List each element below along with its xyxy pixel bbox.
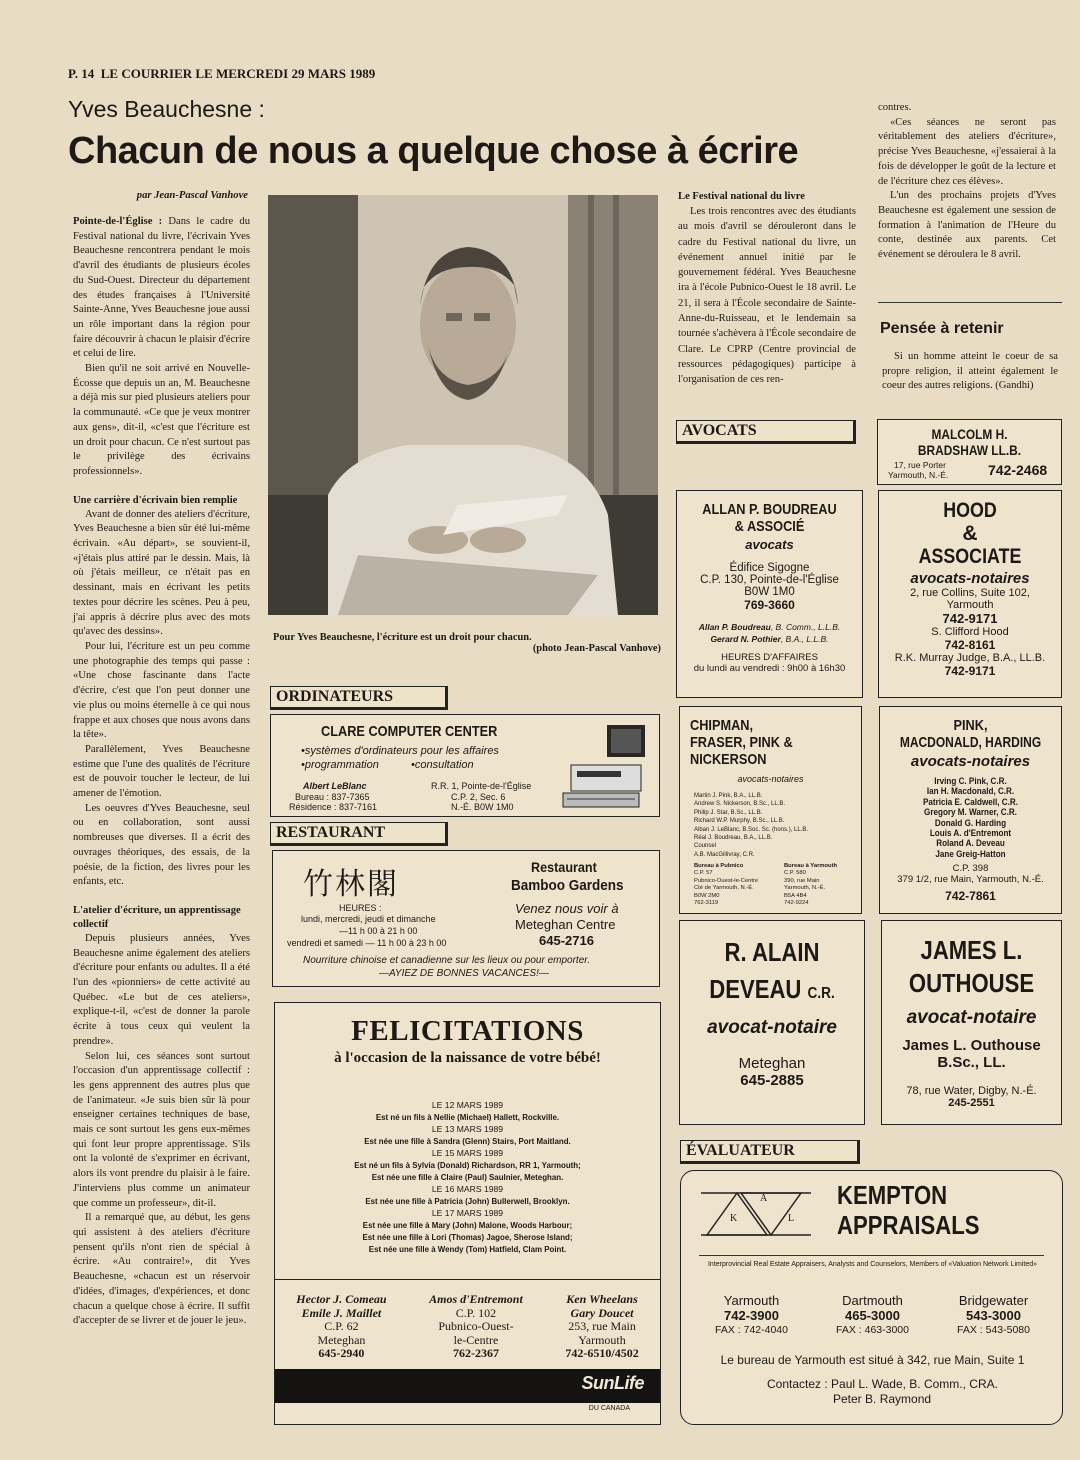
agent-phone: 742-6510/4502 bbox=[565, 1346, 639, 1360]
deveau-name: R. ALAIN bbox=[724, 937, 820, 967]
office-phone: 465-3000 bbox=[845, 1308, 900, 1323]
outhouse-partner: B.Sc., LL. bbox=[937, 1054, 1006, 1071]
agent-address: Yarmouth bbox=[578, 1332, 626, 1347]
paragraph: Depuis plusieurs années, Yves Beauchesne anime également des ateliers d'écriture pour enfants ou adultes. Il a été l'un des «pionniers» de cette activité au Québec. «Le but de ces ateliers», explique-t-il, «c'est de donner la parole écrite à tous ceux qui veulent la prendre». bbox=[73, 932, 250, 1047]
bamboo-footer: Nourriture chinoise et canadienne sur les lieux ou pour emporter. bbox=[303, 955, 591, 966]
kal-logo-icon bbox=[701, 1185, 811, 1245]
office-phone: 742-3900 bbox=[724, 1308, 779, 1323]
article-headline: Chacun de nous a quelque chose à écrire bbox=[68, 130, 799, 172]
office-line: Pubnico-Ouest-le-Centre bbox=[694, 877, 759, 884]
boudreau-partner: Gerard N. Pothier bbox=[710, 634, 781, 644]
paragraph: Pour lui, l'écriture est un peu comme une photographie des temps qui passe : «Une chose fascinante dans l'acte d'écrire, c'est que l'on peut donner une vie plus ou moins éternelle à ce qui nous frappe et aux choses que nous avons dans la tête». bbox=[73, 640, 250, 741]
outhouse-phone: 245-2551 bbox=[948, 1097, 995, 1109]
deveau-name: DEVEAU bbox=[709, 974, 802, 1004]
outhouse-address: 78, rue Water, Digby, N.-É. bbox=[906, 1085, 1037, 1097]
pensee-title: Pensée à retenir bbox=[880, 320, 1004, 337]
birth-entry: Est née une fille à Claire (Paul) Saulnier, Meteghan. bbox=[371, 1172, 564, 1182]
paragraph: Bien qu'il ne soit arrivé en Nouvelle-Écosse que depuis un an, M. Beauchesne a déjà mis sur pied plusieurs ateliers pour la communauté. «Ce que je veux montrer aux gens», dit-il, «c'est que l'écriture est un droit pour chacun. Ce n'est surtout pas le privilège des écrivains professionnels». bbox=[73, 363, 250, 477]
deveau-ad bbox=[679, 920, 865, 1125]
computer-icon bbox=[561, 721, 651, 811]
section-ordinateurs: ORDINATEURS bbox=[270, 686, 448, 710]
bamboo-gardens-ad bbox=[272, 850, 660, 987]
chipman-lawyer: Philip J. Star, B.Sc., LL.B. bbox=[694, 809, 763, 816]
bamboo-phone: 645-2716 bbox=[539, 933, 594, 948]
pink-lawyer: Roland A. Deveau bbox=[936, 838, 1005, 849]
kempton-description: Interprovincial Real Estate Appraisers, Analysts and Counselors, Members of «Valuation Network Limited» bbox=[707, 1261, 1038, 1268]
pink-macdonald-ad bbox=[879, 706, 1062, 914]
bamboo-location: Meteghan Centre bbox=[515, 917, 616, 932]
clare-computer-ad bbox=[270, 714, 660, 817]
outhouse-name: JAMES L. bbox=[920, 935, 1023, 965]
photo-caption bbox=[273, 632, 661, 654]
bamboo-footer: —AYIEZ DE BONNES VACANCES!— bbox=[379, 968, 549, 979]
pink-lawyer: Ian H. Macdonald, C.R. bbox=[926, 786, 1015, 797]
chipman-lawyer: Réal J. Boudreau, B.A., LL.B. bbox=[694, 835, 773, 842]
pensee-text: Si un homme atteint le coeur de sa propre religion, il atteint également le coeur des autres religions. (Gandhi) bbox=[882, 351, 1058, 392]
bamboo-name: Bamboo Gardens bbox=[511, 877, 624, 894]
birth-date: LE 15 MARS 1989 bbox=[431, 1148, 504, 1158]
agent-name: Amos d'Entremont bbox=[429, 1292, 523, 1306]
boudreau-address: B0W 1M0 bbox=[744, 586, 795, 598]
clare-phone: Bureau : 837-7365 bbox=[295, 792, 370, 802]
outhouse-role: avocat-notaire bbox=[906, 1007, 1037, 1028]
pensee-box bbox=[882, 350, 1058, 394]
agent-block bbox=[565, 1293, 638, 1361]
bradshaw-phone: 742-2468 bbox=[988, 462, 1048, 478]
bamboo-logo: 竹林閣 bbox=[303, 868, 399, 901]
article-column-1 bbox=[73, 190, 250, 1329]
clare-address: N.-É. B0W 1M0 bbox=[451, 802, 514, 812]
clare-phone: Résidence : 837-7161 bbox=[289, 802, 378, 812]
bradshaw-address: Yarmouth, N.-É. bbox=[888, 470, 949, 480]
divider bbox=[699, 1255, 1044, 1256]
office-line: C.P. 57 bbox=[694, 870, 713, 877]
bamboo-hours: —11 h 00 à 21 h 00 bbox=[339, 926, 418, 936]
boudreau-role: avocats bbox=[745, 537, 794, 552]
clare-address: C.P. 2, Sec. 6 bbox=[451, 792, 506, 802]
section-avocats: AVOCATS bbox=[676, 420, 856, 444]
subhead: Le Festival national du livre bbox=[678, 191, 805, 202]
paragraph: Les oeuvres d'Yves Beauchesne, seul ou en collaboration, sont aussi nombreuses que diverses. Il a écrit des ouvrages théoriques, des essais, de la poésie, de la fiction, des livres pour les enfants, etc. bbox=[73, 802, 250, 888]
divider bbox=[878, 302, 1062, 303]
chipman-lawyer: Andrew S. Nickerson, B.Sc., LL.B. bbox=[694, 801, 786, 808]
deveau-title: C.R. bbox=[807, 985, 835, 1002]
kempton-office bbox=[836, 1293, 909, 1338]
birth-entry: Est née une fille à Sandra (Glenn) Stairs, Port Maitland. bbox=[364, 1136, 571, 1146]
article-kicker: Yves Beauchesne : bbox=[68, 96, 265, 122]
chipman-ad bbox=[679, 706, 862, 914]
birth-date: LE 16 MARS 1989 bbox=[431, 1184, 504, 1194]
pink-phone: 742-7861 bbox=[945, 889, 996, 904]
deveau-role: avocat-notaire bbox=[707, 1017, 837, 1038]
boudreau-address: Édifice Sigogne bbox=[729, 562, 810, 574]
office-line: B0W 2M0 bbox=[694, 892, 720, 899]
pink-lawyer: Jane Greig-Hatton bbox=[935, 848, 1006, 859]
pink-role: avocats-notaires bbox=[910, 753, 1031, 770]
paragraph: Selon lui, ces séances sont surtout l'occasion d'un apprentissage collectif : les gens apprennent des autres plus que de l'animateur. «Je suis bien sûr là pour enseigner certaines techniques de base, mais ce sont surtout les gens eux-mêmes qui font leur propre apprentissage. S'ils ont la volonté de s'exprimer en écrivant, alors ils vont prendre du plaisir à le faire. J'interviens plus comme un animateur que comme un professeur», dit-il. bbox=[73, 1050, 250, 1209]
pink-people bbox=[880, 776, 1061, 859]
pink-lawyer: Patricia E. Caldwell, C.R. bbox=[922, 796, 1018, 807]
bradshaw-address: 17, rue Porter bbox=[894, 460, 946, 470]
paper-name: LE COURRIER bbox=[100, 66, 193, 81]
byline: par Jean-Pascal Vanhove bbox=[136, 190, 248, 201]
bradshaw-ad bbox=[877, 419, 1062, 485]
sunlife-banner bbox=[275, 1369, 660, 1403]
deveau-city: Meteghan bbox=[738, 1055, 806, 1072]
outhouse-ad bbox=[881, 920, 1062, 1125]
hood-role: avocats-notaires bbox=[910, 570, 1030, 587]
section-evaluateur: ÉVALUATEUR bbox=[680, 1140, 860, 1164]
office-lines bbox=[694, 870, 778, 907]
hood-name: & bbox=[962, 522, 978, 545]
chipman-name: FRASER, PINK & bbox=[690, 734, 793, 751]
chipman-role: avocats-notaires bbox=[737, 774, 804, 784]
dateline: Pointe-de-l'Église : bbox=[73, 216, 163, 227]
chipman-name: NICKERSON bbox=[690, 751, 767, 768]
office-line: Cté de Yarmouth, N.-É. bbox=[694, 885, 754, 892]
birth-entry: Est née une fille à Wendy (Tom) Hatfield, Clam Point. bbox=[368, 1244, 567, 1254]
photo-credit: (photo Jean-Pascal Vanhove) bbox=[532, 643, 661, 654]
boudreau-hours: HEURES D'AFFAIRES bbox=[721, 652, 818, 663]
sunlife-logo: SunLife bbox=[581, 1373, 644, 1393]
office-line: Yarmouth, N.-É. bbox=[784, 885, 826, 892]
office-city: Dartmouth bbox=[842, 1293, 903, 1308]
birth-entry: Est né un fils à Sylvia (Donald) Richardson, RR 1, Yarmouth; bbox=[354, 1160, 581, 1170]
office-line: C.P. 580 bbox=[784, 870, 806, 877]
boudreau-partner-title: , B.A., L.L.B. bbox=[780, 634, 829, 644]
article-column-4 bbox=[878, 101, 1056, 263]
boudreau-partner: Allan P. Boudreau bbox=[698, 622, 771, 632]
paragraph: Avant de donner des ateliers d'écriture, Yves Beauchesne a bien sûr été lui-même écrivain. «Au départ», se souvient-il, «j'étais plus attiré par le dessin. Mais, là où j'étais meilleur, ce n'était pas en dessinant, mais en écrivant les petits textes pour décrire les scènes. Peu à peu, j'ai appris à décrire plus avec des mots qu'avec des dessins». bbox=[73, 508, 250, 638]
hood-ad bbox=[878, 490, 1062, 698]
hood-partner: S. Clifford Hood bbox=[931, 626, 1009, 638]
agent-name: Emile J. Maillet bbox=[301, 1305, 382, 1320]
agent-phone: 762-2367 bbox=[452, 1346, 499, 1360]
office-fax: FAX : 463-3000 bbox=[836, 1324, 909, 1336]
agents-row bbox=[275, 1293, 660, 1361]
office-lines bbox=[784, 870, 860, 907]
kempton-contact: Peter B. Raymond bbox=[833, 1392, 932, 1406]
sunlife-sub: DU CANADA bbox=[588, 1405, 630, 1412]
kal-letter: L bbox=[788, 1213, 795, 1224]
kempton-contact: Contactez : Paul L. Wade, B. Comm., CRA. bbox=[767, 1377, 998, 1391]
clare-contact: Albert LeBlanc bbox=[303, 781, 367, 791]
boudreau-partner-title: , B. Comm., L.L.B. bbox=[770, 622, 841, 632]
felicitations-title: FELICITATIONS bbox=[351, 1015, 584, 1047]
hood-partner: R.K. Murray Judge, B.A., LL.B. bbox=[894, 652, 1046, 664]
office-line: 762-3119 bbox=[694, 900, 719, 907]
chipman-office-pubnico bbox=[694, 863, 778, 907]
outhouse-partner: James L. Outhouse bbox=[902, 1037, 1041, 1054]
bamboo-visit: Venez nous voir à bbox=[515, 901, 619, 916]
boudreau-ad bbox=[676, 490, 863, 698]
agent-phone: 645-2940 bbox=[318, 1346, 365, 1360]
office-line: 390, rue Main bbox=[784, 877, 820, 884]
clare-address: R.R. 1, Pointe-de-l'Église bbox=[431, 781, 532, 791]
office-phone: 543-3000 bbox=[966, 1308, 1021, 1323]
hood-phone: 742-8161 bbox=[944, 638, 996, 652]
felicitations-subtitle: à l'occasion de la naissance de votre bébé! bbox=[334, 1050, 601, 1066]
office-fax: FAX : 543-5080 bbox=[957, 1324, 1030, 1336]
agent-address: Pubnico-Ouest- bbox=[438, 1319, 514, 1333]
paragraph: Il a remarqué que, au début, les gens qui assistent à des ateliers d'écriture pensent qu'ils n'ont rien de spécial à écrire. «Au contraire!», dit Yves Beauchesne, «chacun est un réservoir d'idées, d'images, d'expériences, et donc chacun a quelque chose à écrire. Il suffit d'accepter de se livrer et de jouer le jeu». bbox=[73, 1212, 250, 1327]
bradshaw-name: BRADSHAW LL.B. bbox=[917, 442, 1022, 458]
birth-announcements bbox=[275, 1099, 660, 1255]
paragraph: L'un des prochains projets d'Yves Beauchesne est également une session de formation à l'animation de l'Heure du conte, destinée aux parents. Cet événement se déroulera le 8 avril. bbox=[878, 190, 1056, 261]
agent-address: C.P. 62 bbox=[324, 1319, 359, 1333]
pink-lawyer: Irving C. Pink, C.R. bbox=[934, 776, 1007, 786]
birth-date: LE 13 MARS 1989 bbox=[431, 1124, 504, 1134]
boudreau-name: ALLAN P. BOUDREAU bbox=[702, 501, 837, 518]
paragraph: Dans le cadre du Festival national du livre, l'écrivain Yves Beauchesne rencontrera pendant le mois d'avril des étudiants de plusieurs écoles du Sud-Ouest. Directeur du département des études françaises à l'Université Sainte-Anne, Yves Beauchesne joue aussi un rôle important dans la région pour faire découvrir à chacun le plaisir d'écrire et celui de lire. bbox=[73, 216, 250, 360]
agent-address: le-Centre bbox=[453, 1332, 499, 1347]
pink-name: PINK, bbox=[953, 717, 988, 734]
page-header bbox=[68, 66, 375, 82]
pink-address: 379 1/2, rue Main, Yarmouth, N.-É. bbox=[897, 874, 1044, 886]
boudreau-address: C.P. 130, Pointe-de-l'Église bbox=[700, 574, 839, 586]
birth-entry: Est née une fille à Lori (Thomas) Jagoe, Sherose Island; bbox=[362, 1232, 573, 1242]
subhead: L'atelier d'écriture, un apprentissage collectif bbox=[73, 904, 241, 930]
agent-block bbox=[429, 1293, 523, 1361]
kempton-note: Le bureau de Yarmouth est situé à 342, rue Main, Suite 1 bbox=[720, 1353, 1025, 1367]
agent-name: Hector J. Comeau bbox=[296, 1292, 387, 1306]
chipman-lawyer: Martin J. Pink, B.A., LL.B. bbox=[694, 793, 763, 799]
office-city: Yarmouth bbox=[723, 1293, 780, 1308]
bamboo-name: Restaurant bbox=[531, 859, 597, 875]
clare-service: •programmation bbox=[301, 759, 379, 771]
agent-address: Meteghan bbox=[317, 1332, 366, 1347]
clare-service: •systèmes d'ordinateurs pour les affaires bbox=[301, 745, 499, 757]
agent-name: Gary Doucet bbox=[570, 1305, 634, 1320]
agent-address: C.P. 102 bbox=[455, 1305, 497, 1320]
birth-entry: Est né un fils à Nellie (Michael) Hallett, Rockville. bbox=[375, 1112, 560, 1122]
author-photo bbox=[268, 195, 658, 615]
hood-address: Yarmouth bbox=[946, 599, 994, 611]
page-number: P. 14 bbox=[68, 66, 95, 81]
birth-entry: Est née une fille à Mary (John) Malone, Woods Harbour; bbox=[362, 1220, 573, 1230]
kempton-office bbox=[957, 1293, 1030, 1338]
office-heading: Bureau à Pubnico bbox=[694, 863, 744, 869]
kal-letter: K bbox=[730, 1213, 738, 1224]
hood-address: 2, rue Collins, Suite 102, bbox=[910, 587, 1030, 599]
paragraph: Parallèlement, Yves Beauchesne estime que l'une des qualités de l'écriture est de pouvoir toucher le lecteur, de lui amener de l'émotion. bbox=[73, 743, 250, 800]
paragraph: «Ces séances ne seront pas véritablement des ateliers d'écriture», précise Yves Beauchesne, «j'essaierai à la fois de développer le goût de la lecture et de l'écriture chez ces élèves». bbox=[878, 116, 1056, 187]
chipman-office-yarmouth bbox=[784, 863, 860, 907]
pink-address: C.P. 398 bbox=[952, 863, 989, 875]
paragraph: Les trois rencontres avec des étudiants au mois d'avril se dérouleront dans le cadre du Festival national du livre, un événement annuel initié par le gouvernement fédéral. Yves Beauchesne ira à l'école Pubnico-Ouest le 18 avril. Le 21, il sera à l'École secondaire de Sainte-Anne-du-Ruisseau, et le lendemain sa tournée s'achèvera à l'École secondaire de Clare. Le CPRP (Centre provincial de ressources pédagogiques) participe à l'organisation de ces ren- bbox=[678, 206, 856, 386]
hood-name: HOOD bbox=[943, 499, 997, 522]
bamboo-hours: lundi, mercredi, jeudi et dimanche bbox=[301, 914, 436, 924]
chipman-name: CHIPMAN, bbox=[690, 717, 754, 734]
paragraph: contres. bbox=[878, 102, 912, 113]
chipman-lawyer: Richard W.P. Murphy, B.Sc., LL.B. bbox=[694, 818, 785, 825]
kempton-office bbox=[715, 1293, 788, 1338]
bradshaw-name: MALCOLM H. bbox=[931, 426, 1008, 442]
kempton-offices bbox=[691, 1293, 1054, 1338]
clare-name: CLARE COMPUTER CENTER bbox=[321, 723, 498, 740]
office-line: B5A 4B4 bbox=[784, 892, 807, 899]
kempton-ad bbox=[680, 1170, 1063, 1425]
office-fax: FAX : 742-4040 bbox=[715, 1324, 788, 1336]
outhouse-name: OUTHOUSE bbox=[908, 968, 1035, 998]
birth-entry: Est née une fille à Patricia (John) Bullerwell, Brooklyn. bbox=[365, 1196, 570, 1206]
office-line: 742-9224 bbox=[784, 900, 809, 907]
agent-block bbox=[296, 1293, 386, 1361]
pink-name: MACDONALD, HARDING bbox=[899, 734, 1042, 751]
chipman-lawyer: A.B. MacGillivray, C.R. bbox=[694, 851, 755, 858]
felicitations-ad bbox=[274, 1002, 661, 1425]
boudreau-phone: 769-3660 bbox=[744, 598, 795, 612]
issue-date: LE MERCREDI 29 MARS 1989 bbox=[195, 66, 376, 81]
pink-lawyer: Donald G. Harding bbox=[934, 817, 1007, 828]
caption-text: Pour Yves Beauchesne, l'écriture est un droit pour chacun. bbox=[273, 632, 532, 643]
bamboo-hours: HEURES : bbox=[339, 903, 382, 913]
pink-lawyer: Gregory M. Warner, C.R. bbox=[924, 807, 1017, 818]
kempton-name: KEMPTON bbox=[837, 1180, 948, 1210]
pink-lawyer: Louis A. d'Entremont bbox=[929, 828, 1012, 839]
portrait-image bbox=[268, 195, 658, 615]
office-city: Bridgewater bbox=[958, 1293, 1029, 1308]
kempton-name: APPRAISALS bbox=[837, 1210, 980, 1240]
kal-letter: A bbox=[760, 1193, 768, 1204]
chipman-people bbox=[694, 792, 861, 859]
article-column-3 bbox=[678, 190, 856, 388]
chipman-lawyer: Counsel bbox=[694, 843, 717, 850]
agent-address: 253, rue Main bbox=[568, 1319, 636, 1333]
bamboo-hours: vendredi et samedi — 11 h 00 à 23 h 00 bbox=[287, 938, 447, 948]
section-restaurant: RESTAURANT bbox=[270, 822, 448, 846]
agent-name: Ken Wheelans bbox=[566, 1292, 638, 1306]
chipman-lawyer: Alban J. LeBlanc, B.Soc. Sc. (hons.), LL.B. bbox=[694, 826, 809, 833]
boudreau-hours: du lundi au vendredi : 9h00 à 16h30 bbox=[693, 663, 846, 674]
birth-date: LE 12 MARS 1989 bbox=[431, 1100, 504, 1110]
hood-name: ASSOCIATE bbox=[918, 545, 1022, 568]
office-heading: Bureau à Yarmouth bbox=[784, 863, 838, 869]
deveau-phone: 645-2885 bbox=[740, 1072, 804, 1089]
subhead: Une carrière d'écrivain bien remplie bbox=[73, 494, 238, 506]
clare-service: •consultation bbox=[411, 759, 474, 771]
boudreau-name: & ASSOCIÉ bbox=[734, 518, 805, 535]
divider bbox=[275, 1279, 660, 1280]
hood-phone: 742-9171 bbox=[944, 664, 996, 678]
hood-phone: 742-9171 bbox=[942, 611, 998, 626]
birth-date: LE 17 MARS 1989 bbox=[431, 1208, 504, 1218]
